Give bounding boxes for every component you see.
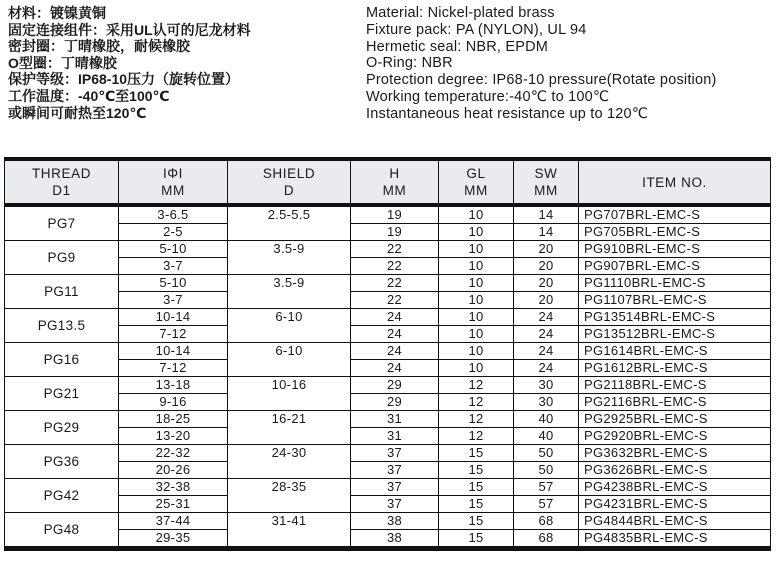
cell-iphi: 18-25 xyxy=(119,411,228,428)
cell-h: 37 xyxy=(351,445,439,462)
cell-sw: 57 xyxy=(514,479,579,496)
cell-iphi: 3-6.5 xyxy=(119,205,228,224)
cell-iphi: 5-10 xyxy=(119,275,228,292)
cell-gl: 15 xyxy=(439,496,514,513)
spec-line-zh: 或瞬间可耐热至120℃ xyxy=(8,104,147,121)
cell-gl: 12 xyxy=(439,377,514,394)
col-header-sw xyxy=(514,159,579,205)
cell-sw: 24 xyxy=(514,309,579,326)
cell-sw: 57 xyxy=(514,496,579,513)
spec-line-en: Material: Nickel-plated brass xyxy=(366,5,555,21)
cell-item: PG2920BRL-EMC-S xyxy=(579,428,771,445)
cell-gl: 10 xyxy=(439,326,514,343)
spec-line-zh: O型圈：丁晴橡胶 xyxy=(8,54,117,71)
cell-gl: 10 xyxy=(439,309,514,326)
col-header-line1: IΦI xyxy=(162,166,184,181)
spec-line-en: Protection degree: IP68-10 pressure(Rotate position) xyxy=(366,72,717,89)
spec-line-en: Fixture pack: PA (NYLON), UL 94 xyxy=(366,21,587,38)
cell-thread: PG21 xyxy=(5,377,119,411)
table-row xyxy=(5,224,771,241)
cell-sw: 30 xyxy=(514,377,579,394)
table-row xyxy=(5,428,771,445)
cell-h: 24 xyxy=(351,326,439,343)
cell-item: PG2925BRL-EMC-S xyxy=(579,411,771,428)
cell-item: PG13514BRL-EMC-S xyxy=(579,309,771,326)
col-header-line1: ITEM NO. xyxy=(642,174,707,190)
cell-h: 31 xyxy=(351,428,439,445)
table-row xyxy=(5,292,771,309)
cell-h: 19 xyxy=(351,205,439,224)
cell-gl: 15 xyxy=(439,530,514,549)
table-row xyxy=(5,530,771,549)
cell-iphi: 25-31 xyxy=(119,496,228,513)
spec-line-zh: 工作温度：-40℃至100℃ xyxy=(8,87,170,104)
cell-iphi: 29-35 xyxy=(119,530,228,549)
col-header-line2: MM xyxy=(382,183,407,198)
spec-line-en: Instantaneous heat resistance up to 120℃ xyxy=(366,105,649,122)
cell-h: 37 xyxy=(351,496,439,513)
cell-shield: 24-30 xyxy=(228,445,351,479)
cell-sw: 40 xyxy=(514,428,579,445)
cell-gl: 15 xyxy=(439,445,514,462)
col-header-thread xyxy=(5,159,119,205)
col-header-line1: GL xyxy=(466,166,486,181)
cell-shield: 28-35 xyxy=(228,479,351,513)
spec-line-en: O-Ring: NBR xyxy=(366,55,453,72)
cell-gl: 10 xyxy=(439,360,514,377)
cell-iphi: 5-10 xyxy=(119,241,228,258)
table-row xyxy=(5,241,771,258)
cell-shield: 6-10 xyxy=(228,343,351,377)
cell-h: 37 xyxy=(351,479,439,496)
cell-iphi: 22-32 xyxy=(119,445,228,462)
spec-line-en: Hermetic seal: NBR, EPDM xyxy=(366,38,549,55)
cell-h: 31 xyxy=(351,411,439,428)
cell-gl: 10 xyxy=(439,224,514,241)
cell-sw: 20 xyxy=(514,258,579,275)
cell-iphi: 9-16 xyxy=(119,394,228,411)
cell-item: PG910BRL-EMC-S xyxy=(579,241,771,258)
cell-thread: PG42 xyxy=(5,479,119,513)
cell-h: 22 xyxy=(351,275,439,292)
cell-item: PG705BRL-EMC-S xyxy=(579,224,771,241)
cell-gl: 10 xyxy=(439,292,514,309)
table-row xyxy=(5,513,771,530)
cell-gl: 15 xyxy=(439,479,514,496)
cell-sw: 20 xyxy=(514,292,579,309)
cell-iphi: 2-5 xyxy=(119,224,228,241)
cell-thread: PG29 xyxy=(5,411,119,445)
cell-shield: 31-41 xyxy=(228,513,351,549)
table-row xyxy=(5,445,771,462)
cell-gl: 15 xyxy=(439,513,514,530)
cell-thread: PG7 xyxy=(5,205,119,241)
cell-sw: 14 xyxy=(514,205,579,224)
cell-item: PG4231BRL-EMC-S xyxy=(579,496,771,513)
cell-iphi: 32-38 xyxy=(119,479,228,496)
cell-sw: 24 xyxy=(514,326,579,343)
cell-thread: PG48 xyxy=(5,513,119,549)
cell-shield: 2.5-5.5 xyxy=(228,205,351,241)
cell-h: 22 xyxy=(351,258,439,275)
material-specs-block xyxy=(0,0,778,123)
cell-sw: 68 xyxy=(514,513,579,530)
table-row xyxy=(5,377,771,394)
cell-gl: 12 xyxy=(439,394,514,411)
table-header-row xyxy=(5,159,771,205)
col-header-line2: MM xyxy=(534,183,558,198)
cell-iphi: 7-12 xyxy=(119,360,228,377)
cell-thread: PG16 xyxy=(5,343,119,377)
cell-shield: 3.5-9 xyxy=(228,241,351,275)
col-header-line2: MM xyxy=(464,183,488,198)
spec-line-zh: 材料：镀镍黄铜 xyxy=(8,5,106,21)
table-row xyxy=(5,360,771,377)
specs-chinese xyxy=(8,5,366,123)
cell-sw: 30 xyxy=(514,394,579,411)
col-header-line1: THREAD xyxy=(31,166,92,181)
col-header-line2: D xyxy=(283,183,295,198)
cell-item: PG13512BRL-EMC-S xyxy=(579,326,771,343)
spec-line-zh: 固定连接组件：采用UL认可的尼龙材料 xyxy=(8,21,251,38)
cell-sw: 50 xyxy=(514,445,579,462)
cell-item: PG1110BRL-EMC-S xyxy=(579,275,771,292)
table-row xyxy=(5,275,771,292)
cell-item: PG2118BRL-EMC-S xyxy=(579,377,771,394)
cell-h: 24 xyxy=(351,360,439,377)
cell-iphi: 3-7 xyxy=(119,258,228,275)
col-header-line1: SHIELD xyxy=(262,166,316,181)
cell-h: 29 xyxy=(351,377,439,394)
cell-sw: 20 xyxy=(514,275,579,292)
cell-h: 22 xyxy=(351,292,439,309)
cell-sw: 20 xyxy=(514,241,579,258)
col-header-shield xyxy=(228,159,351,205)
col-header-item xyxy=(579,159,771,205)
cell-thread: PG11 xyxy=(5,275,119,309)
table-row xyxy=(5,326,771,343)
cell-item: PG2116BRL-EMC-S xyxy=(579,394,771,411)
cell-h: 37 xyxy=(351,462,439,479)
cell-iphi: 20-26 xyxy=(119,462,228,479)
cell-sw: 40 xyxy=(514,411,579,428)
cell-shield: 6-10 xyxy=(228,309,351,343)
dimension-table xyxy=(4,157,771,551)
table-body xyxy=(5,205,771,549)
cell-shield: 16-21 xyxy=(228,411,351,445)
cell-sw: 24 xyxy=(514,343,579,360)
cell-h: 38 xyxy=(351,513,439,530)
cell-item: PG3632BRL-EMC-S xyxy=(579,445,771,462)
cell-gl: 12 xyxy=(439,428,514,445)
cell-item: PG1614BRL-EMC-S xyxy=(579,343,771,360)
cell-sw: 50 xyxy=(514,462,579,479)
col-header-line1: SW xyxy=(534,166,558,181)
cell-h: 38 xyxy=(351,530,439,549)
cell-thread: PG36 xyxy=(5,445,119,479)
cell-shield: 3.5-9 xyxy=(228,275,351,309)
col-header-h xyxy=(351,159,439,205)
cell-item: PG1612BRL-EMC-S xyxy=(579,360,771,377)
cell-sw: 14 xyxy=(514,224,579,241)
cell-item: PG1107BRL-EMC-S xyxy=(579,292,771,309)
cell-gl: 15 xyxy=(439,462,514,479)
table-row xyxy=(5,394,771,411)
table-row xyxy=(5,411,771,428)
cell-gl: 10 xyxy=(439,343,514,360)
cell-item: PG4835BRL-EMC-S xyxy=(579,530,771,549)
cell-iphi: 10-14 xyxy=(119,343,228,360)
cell-gl: 12 xyxy=(439,411,514,428)
spec-line-en: Working temperature:-40℃ to 100℃ xyxy=(366,88,610,105)
table-row xyxy=(5,205,771,224)
col-header-iphi xyxy=(119,159,228,205)
cell-shield: 10-16 xyxy=(228,377,351,411)
cell-h: 22 xyxy=(351,241,439,258)
cell-h: 29 xyxy=(351,394,439,411)
cell-iphi: 13-18 xyxy=(119,377,228,394)
cell-iphi: 7-12 xyxy=(119,326,228,343)
cell-iphi: 13-20 xyxy=(119,428,228,445)
cell-iphi: 37-44 xyxy=(119,513,228,530)
cell-h: 19 xyxy=(351,224,439,241)
cell-h: 24 xyxy=(351,309,439,326)
cell-gl: 10 xyxy=(439,275,514,292)
cell-sw: 24 xyxy=(514,360,579,377)
table-row xyxy=(5,479,771,496)
cell-gl: 10 xyxy=(439,205,514,224)
col-header-gl xyxy=(439,159,514,205)
cell-thread: PG9 xyxy=(5,241,119,275)
col-header-line2: MM xyxy=(161,183,185,198)
col-header-line2: D1 xyxy=(52,183,71,198)
table-row xyxy=(5,309,771,326)
cell-iphi: 3-7 xyxy=(119,292,228,309)
specs-english xyxy=(366,5,717,123)
cell-h: 24 xyxy=(351,343,439,360)
table-row xyxy=(5,258,771,275)
spec-line-zh: 保护等级：IP68-10压力（旋转位置） xyxy=(8,71,240,88)
spec-line-zh: 密封圈：丁晴橡胶，耐候橡胶 xyxy=(8,38,190,55)
cell-gl: 10 xyxy=(439,258,514,275)
table-row xyxy=(5,343,771,360)
col-header-line1: H xyxy=(389,166,400,181)
table-row xyxy=(5,462,771,479)
cell-gl: 10 xyxy=(439,241,514,258)
cell-item: PG4238BRL-EMC-S xyxy=(579,479,771,496)
header-row xyxy=(5,159,771,205)
cell-item: PG707BRL-EMC-S xyxy=(579,205,771,224)
cell-thread: PG13.5 xyxy=(5,309,119,343)
cell-iphi: 10-14 xyxy=(119,309,228,326)
cell-sw: 68 xyxy=(514,530,579,549)
cell-item: PG3626BRL-EMC-S xyxy=(579,462,771,479)
cell-item: PG4844BRL-EMC-S xyxy=(579,513,771,530)
table-row xyxy=(5,496,771,513)
cell-item: PG907BRL-EMC-S xyxy=(579,258,771,275)
